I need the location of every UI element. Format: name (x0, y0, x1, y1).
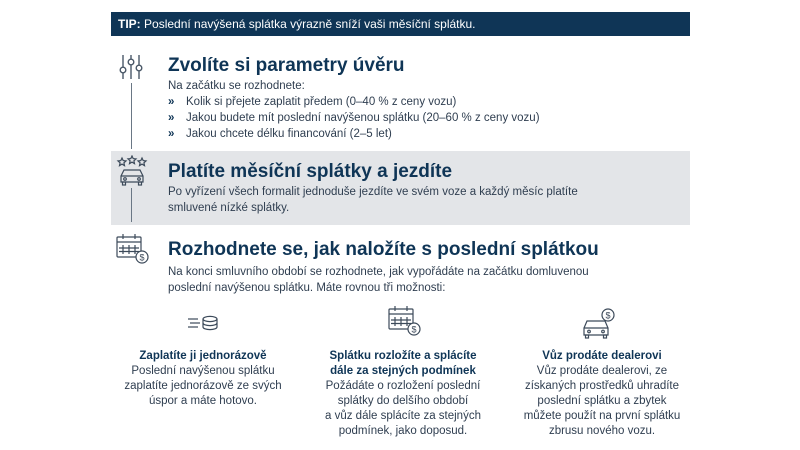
option-title: Splátku rozložíte a splácíte dále za stejných podmínek (329, 350, 477, 377)
step-2-title: Platíte měsíční splátky a jezdíte (168, 161, 453, 182)
option-sell-to-dealer (512, 349, 692, 439)
coins-icon (186, 313, 220, 333)
calendar-money-icon (387, 304, 423, 338)
car-stars-icon (115, 155, 149, 187)
step-1-body (168, 78, 540, 142)
step-1-bullets (168, 94, 540, 142)
step-3-line: poslední navýšenou splátku. Máte rovnou tři možnosti: (168, 282, 446, 294)
timeline-connector (131, 188, 132, 222)
option-title: Zaplatíte ji jednorázově (139, 350, 267, 362)
tip-label: TIP: (118, 17, 141, 31)
tip-text: Poslední navýšená splátka výrazně sníží vaši měsíční splátku. (144, 17, 476, 31)
car-money-icon (581, 306, 617, 340)
step-1-intro: Na začátku se rozhodnete: (168, 80, 305, 92)
step-3-line: Na konci smluvního období se rozhodnete, jak vypořádáte na začátku domluvenou (168, 266, 589, 278)
tip-banner (111, 12, 690, 36)
option-desc: Vůz prodáte dealerovi, ze získaných prostředků uhradíte poslední splátku a zbytek můžete použít na první splátku zbrusu nového vozu. (523, 365, 681, 437)
list-item: » Jakou budete mít poslední navýšenou splátku (20–60 % z ceny vozu) (168, 110, 540, 126)
list-item: » Jakou chcete délku financování (2–5 let) (168, 126, 540, 142)
step-2-line: Po vyřízení všech formalit jednoduše jezdíte ve svém voze a každý měsíc platíte (168, 186, 578, 198)
step-2-body (168, 184, 578, 216)
svg-text:$: $ (139, 252, 145, 263)
step-2-line: smluvené nízké splátky. (168, 202, 290, 214)
option-spread-payment (308, 349, 498, 439)
list-item: » Kolik si přejete zaplatit předem (0–40 % z ceny vozu) (168, 94, 540, 110)
option-desc: Požádáte o rozložení poslední splátky do delšího období a vůz dále splácíte za stejných podmínek, jako doposud. (325, 380, 481, 437)
svg-text:$: $ (411, 324, 417, 335)
calendar-money-icon (115, 232, 151, 266)
svg-text:$: $ (605, 310, 611, 321)
step-3-title: Rozhodnete se, jak naložíte s poslední splátkou (168, 239, 599, 260)
option-pay-once (118, 349, 288, 409)
sliders-icon (116, 52, 146, 82)
option-desc: Poslední navýšenou splátku zaplatíte jednorázově ze svých úspor a máte hotovo. (124, 365, 282, 407)
step-3-body (168, 264, 589, 296)
timeline-connector (131, 83, 132, 149)
option-title: Vůz prodáte dealerovi (542, 350, 662, 362)
step-1-title: Zvolíte si parametry úvěru (168, 55, 405, 76)
